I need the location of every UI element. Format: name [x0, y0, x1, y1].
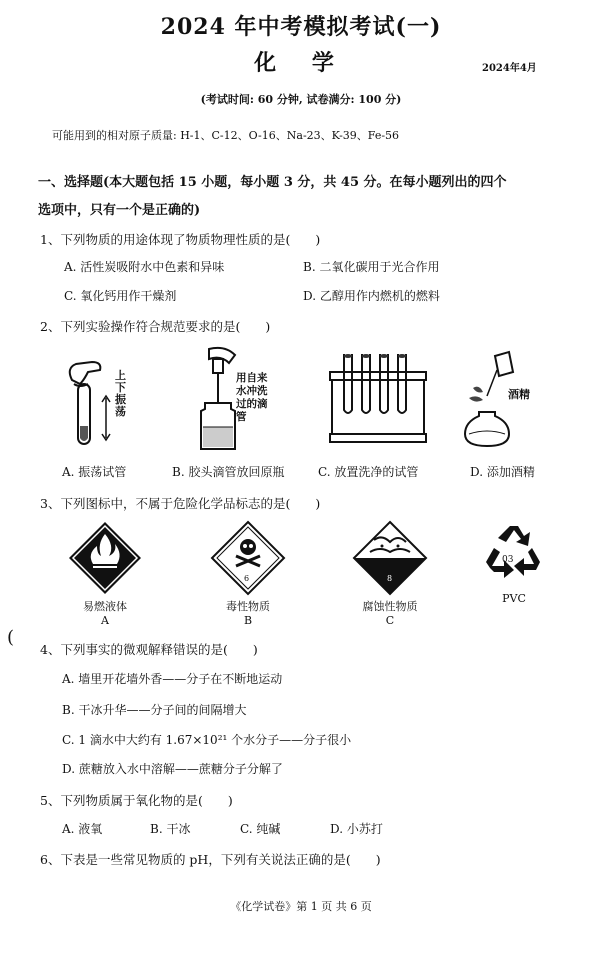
exam-title: 2024 年中考模拟考试(一): [160, 14, 442, 40]
q5-option-d: D. 小苏打: [330, 822, 383, 836]
margin-mark: (: [7, 627, 15, 648]
q3-sign-c-number: 8: [387, 574, 393, 583]
exam-date: 2024年4月: [482, 63, 537, 74]
q3-sign-a-flammable-icon: [67, 520, 143, 596]
q2-option-d: D. 添加酒精: [470, 465, 535, 479]
q4-option-b: B. 干冰升华——分子间的间隔增大: [62, 703, 247, 717]
page-footer: 《化学试卷》第 1 页 共 6 页: [230, 900, 372, 913]
q2-option-c: C. 放置洗净的试管: [318, 465, 419, 479]
q2-stem: 2、下列实验操作符合规范要求的是( ): [40, 319, 271, 334]
q3-sign-d-recycle-icon: [484, 522, 544, 584]
exam-info: (考试时间: 60 分钟, 试卷满分: 100 分): [200, 93, 402, 106]
q5-option-c: C. 纯碱: [240, 822, 281, 836]
q3-sign-d-code: 03: [502, 555, 514, 565]
section1-heading-line2: 选项中，只有一个是正确的): [38, 203, 201, 218]
q3-sign-d-label: PVC: [502, 592, 526, 605]
q1-option-c: C. 氧化钙用作干燥剂: [64, 289, 177, 303]
q2-image-a-shaking-tube: [62, 358, 142, 448]
q3-sign-b-number: 6: [244, 574, 250, 583]
q1-stem: 1、下列物质的用途体现了物质物理性质的是( ): [40, 232, 321, 247]
q2-option-b: B. 胶头滴管放回原瓶: [172, 465, 285, 479]
q1-option-a: A. 活性炭吸附水中色素和异味: [64, 260, 225, 274]
q3-sign-a-letter: A: [101, 614, 109, 627]
q4-option-d: D. 蔗糖放入水中溶解——蔗糖分子分解了: [62, 762, 283, 776]
q2-image-b-label: 用自来水冲洗过的滴管: [236, 372, 268, 423]
q5-option-a: A. 液氧: [62, 822, 103, 836]
q3-sign-b-letter: B: [243, 614, 253, 627]
q2-image-a-label: 上下振荡: [115, 369, 126, 418]
q4-stem: 4、下列事实的微观解释错误的是( ): [40, 642, 258, 657]
q5-stem: 5、下列物质属于氧化物的是( ): [40, 793, 233, 808]
atomic-masses: 可能用到的相对原子质量: H-1、C-12、O-16、Na-23、K-39、Fe-56: [52, 129, 400, 142]
q3-sign-c-corrosive-icon: [352, 520, 428, 596]
q3-sign-b-toxic-icon: [210, 520, 286, 596]
q1-option-b: B. 二氧化碳用于光合作用: [303, 260, 440, 274]
q5-option-b: B. 干冰: [150, 822, 191, 836]
q1-option-d: D. 乙醇用作内燃机的燃料: [303, 289, 440, 303]
q3-stem: 3、下列图标中，不属于危险化学品标志的是( ): [40, 496, 321, 511]
q4-option-c: C. 1 滴水中大约有 1.67×10²¹ 个水分子——分子很小: [62, 733, 352, 747]
q2-option-a: A. 振荡试管: [62, 465, 127, 479]
q4-option-a: A. 墙里开花墙外香——分子在不断地运动: [62, 672, 283, 686]
q6-stem: 6、下表是一些常见物质的 pH，下列有关说法正确的是( ): [40, 852, 381, 867]
q2-image-d-label: 酒精: [508, 388, 530, 401]
q3-sign-c-letter: C: [385, 614, 395, 627]
q3-sign-c-label: 腐蚀性物质: [362, 600, 418, 613]
q3-sign-b-label: 毒性物质: [226, 600, 270, 613]
q3-sign-a-label: 易燃液体: [83, 600, 127, 613]
q2-image-c-tube-rack: [328, 350, 428, 448]
section1-heading-line1: 一、选择题(本大题包括 15 小题，每小题 3 分，共 45 分。在每小题列出的四个: [38, 175, 507, 190]
subject-title: 化 学: [254, 50, 348, 76]
